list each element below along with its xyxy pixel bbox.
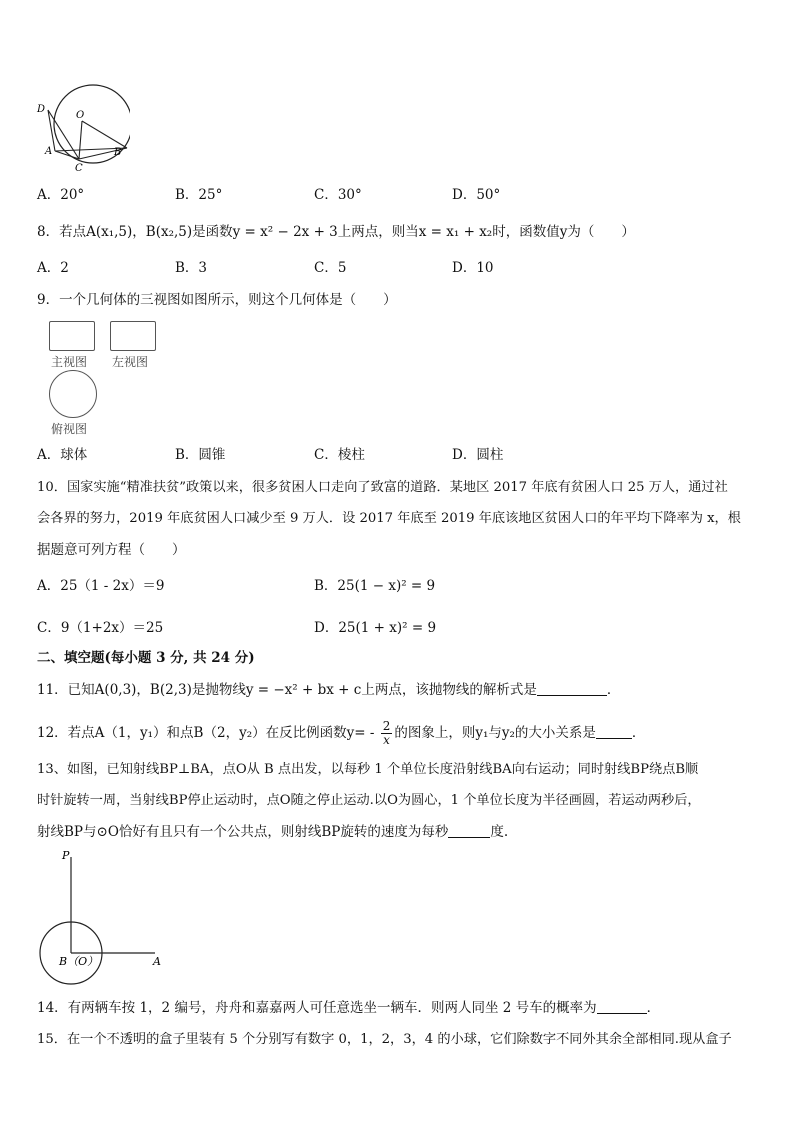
q9-option-c: C．棱柱: [314, 447, 365, 463]
q10-stem-line1: 10．国家实施“精准扶贫”政策以来，很多贫困人口走向了致富的道路．某地区 2017 年底有贫困人口 25 万人，通过社: [37, 480, 728, 495]
q9-option-a: A．球体: [37, 447, 88, 463]
q8-option-b: B．3: [175, 260, 208, 276]
q11-stem: [37, 680, 620, 700]
q12-stem-after: 的图象上，则y₁与y₂的大小关系是: [394, 725, 596, 741]
q14-answer-blank[interactable]: [597, 999, 647, 1014]
q13-figure: [35, 845, 170, 990]
q14-stem: [37, 998, 660, 1018]
q7-chord-ac: [55, 151, 79, 159]
q11-answer-blank[interactable]: [537, 681, 607, 696]
q9-side-view-label: 左视图: [112, 355, 149, 369]
q9-stem: 9．一个几何体的三视图如图所示，则这个几何体是（ ）: [37, 292, 397, 308]
q7-option-a: A．20°: [37, 187, 85, 203]
q14-end: ．: [646, 1000, 661, 1016]
q12-fraction: [381, 720, 393, 747]
q10-stem-line3: 据题意可列方程（ ）: [37, 542, 186, 558]
q10-option-d: D．25(1 + x)² = 9: [314, 620, 437, 636]
q7-label-c: C: [75, 163, 83, 174]
q9-front-view-label: 主视图: [51, 355, 88, 369]
q13-answer-blank[interactable]: [448, 823, 490, 838]
q9-option-b: B．圆锥: [175, 447, 226, 463]
q8-option-a: A．2: [37, 260, 69, 276]
q10-option-c: C．9（1+2x）＝25: [37, 620, 164, 636]
q13-line3: [37, 822, 508, 842]
q13-line1: 13、如图，已知射线BP⊥BA，点O从 B 点出发，以每秒 1 个单位长度沿射线BA向右运动；同时射线BP绕点B顺: [37, 762, 699, 777]
q11-stem-text: 11．已知A(0,3)，B(2,3)是抛物线y = −x² + bx + c上两点，该抛物线的解析式是: [37, 682, 537, 698]
q7-circle-figure: [30, 80, 130, 174]
q12-fraction-denominator: x: [383, 733, 390, 747]
q10-stem-line2: 会各界的努力，2019 年底贫困人口减少至 9 万人．设 2017 年底至 2019 年底该地区贫困人口的年平均下降率为 x，根: [37, 511, 741, 526]
q9-front-view-rect: [49, 321, 95, 351]
q10-option-a: A．25（1 - 2x）＝9: [37, 578, 165, 594]
q13-line3-end: 度.: [490, 824, 509, 840]
q10-option-b: B．25(1 − x)² = 9: [314, 578, 436, 594]
q7-radius-ob: [82, 121, 127, 148]
q9-top-view-label: 俯视图: [51, 422, 88, 436]
q13-line2: 时针旋转一周，当射线BP停止运动时，点O随之停止运动.以O为圆心，1 个单位长度为半径画圆，若运动两秒后，: [37, 793, 701, 808]
q8-option-d: D．10: [452, 260, 494, 276]
q14-stem-text: 14．有两辆车按 1，2 编号，舟舟和嘉嘉两人可任意选坐一辆车．则两人同坐 2 号车的概率为: [37, 1000, 597, 1016]
q13-label-p: P: [62, 849, 70, 862]
section-2-heading: 二、填空题(每小题 3 分, 共 24 分): [37, 650, 255, 666]
q15-stem: 15．在一个不透明的盒子里装有 5 个分别写有数字 0，1，2，3，4 的小球，它们除数字不同外其余全部相同.现从盒子: [37, 1032, 732, 1047]
q9-top-view-circle: [49, 370, 97, 418]
q12-end: ．: [631, 725, 646, 741]
q7-label-a: A: [45, 146, 53, 157]
q13-line3-text: 射线BP与⊙O恰好有且只有一个公共点，则射线BP旋转的速度为每秒: [37, 824, 449, 840]
q7-option-c: C．30°: [314, 187, 362, 203]
q13-label-bo: B（O）: [59, 955, 99, 968]
q8-option-c: C．5: [314, 260, 347, 276]
q7-label-d: D: [37, 104, 46, 115]
q12-stem: [37, 720, 645, 747]
q12-stem-text: 12．若点A（1，y₁）和点B（2，y₂）在反比例函数y= -: [37, 725, 379, 741]
q11-end: ．: [606, 682, 621, 698]
q12-fraction-numerator: 2: [382, 719, 391, 733]
q9-side-view-rect: [110, 321, 156, 351]
q13-label-a: A: [153, 955, 161, 968]
q7-label-o: O: [76, 110, 85, 121]
q12-answer-blank[interactable]: [596, 724, 632, 739]
q7-radius-oc: [79, 121, 82, 159]
q9-option-d: D．圆柱: [452, 447, 504, 463]
q8-stem: 8．若点A(x₁,5)，B(x₂,5)是函数y = x² − 2x + 3上两点，则当x = x₁ + x₂时，函数值y为（ ）: [37, 224, 635, 240]
q7-option-d: D．50°: [452, 187, 501, 203]
q7-label-b: B: [114, 147, 122, 158]
q7-option-b: B．25°: [175, 187, 223, 203]
